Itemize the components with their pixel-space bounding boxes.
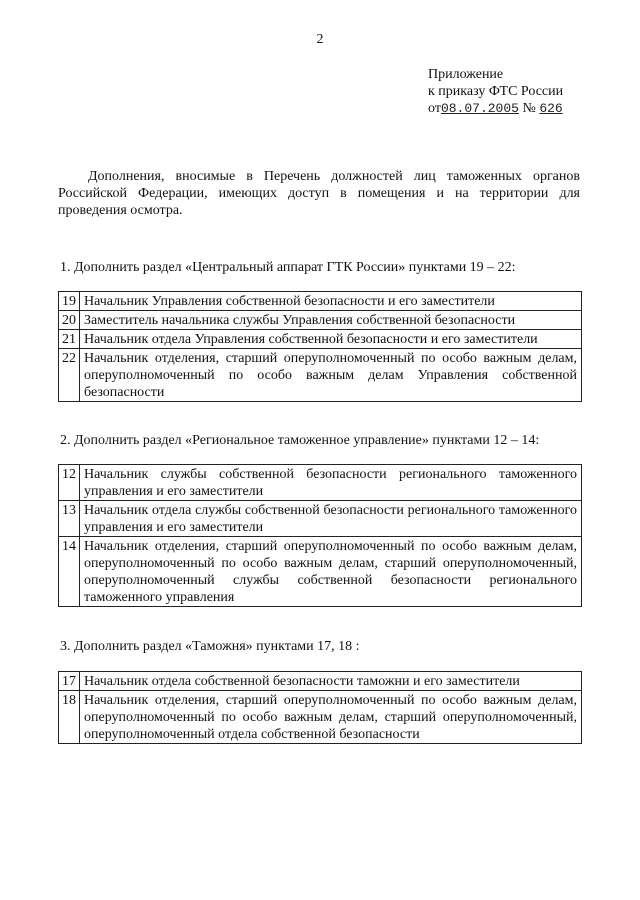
appendix-label: Приложение [428,67,504,82]
table-row [59,691,582,744]
order-date: 08.07.2005 [440,101,519,116]
row-number: 18 [59,691,80,744]
section-3-title: 3. Дополнить раздел «Таможня» пунктами 17, 18 : [60,639,360,654]
row-number: 13 [59,501,80,537]
row-text: Начальник отделения, старший оперуполномоченный по особо важным делам, оперуполномоченный по особо важным делам Управления собственной безопасности [80,349,582,402]
row-number: 22 [59,349,80,402]
table-row [59,465,582,501]
row-text: Начальник отдела Управления собственной безопасности и его заместители [80,330,582,349]
row-text: Начальник отделения, старший оперуполномоченный по особо важным делам, оперуполномоченный по особо важным делам, старший оперуполномоченный, оперуполномоченный отдела собственной безопасности [80,691,582,744]
section-1-table [58,291,582,402]
row-number: 17 [59,672,80,691]
appendix-header [428,66,628,117]
table-row [59,330,582,349]
row-text: Начальник службы собственной безопасности регионального таможенного управления и его заместители [80,465,582,501]
row-number: 14 [59,537,80,607]
table-row [59,501,582,537]
section-3-table [58,671,582,744]
table-row [59,349,582,402]
section-2-table [58,464,582,607]
appendix-order-reference: к приказу ФТС России [428,84,564,99]
page-number: 2 [316,32,324,47]
row-text: Начальник Управления собственной безопасности и его заместители [80,292,582,311]
number-prefix: № [518,101,540,116]
row-number: 20 [59,311,80,330]
row-text: Начальник отделения, старший оперуполномоченный по особо важным делам, оперуполномоченный по особо важным делам, старший оперуполномоченный, оперуполномоченный службы собственной безопасности регионального таможенного управления [80,537,582,607]
row-text: Начальник отдела собственной безопасности таможни и его заместители [80,672,582,691]
intro-paragraph: Дополнения, вносимые в Перечень должностей лиц таможенных органов Российской Федерации, имеющих доступ в помещения и на территории для проведения осмотра. [58,169,580,218]
date-prefix: от [428,101,441,116]
table-row [59,292,582,311]
row-number: 12 [59,465,80,501]
appendix-order-date-line [428,100,628,117]
order-number: 626 [539,101,563,116]
row-number: 21 [59,330,80,349]
table-row [59,311,582,330]
row-text: Начальник отдела службы собственной безопасности регионального таможенного управления и его заместители [80,501,582,537]
section-2-title: 2. Дополнить раздел «Региональное таможенное управление» пунктами 12 – 14: [60,433,540,448]
row-number: 19 [59,292,80,311]
table-row [59,537,582,607]
table-row [59,672,582,691]
row-text: Заместитель начальника службы Управления собственной безопасности [80,311,582,330]
section-1-title: 1. Дополнить раздел «Центральный аппарат ГТК России» пунктами 19 – 22: [60,260,516,275]
